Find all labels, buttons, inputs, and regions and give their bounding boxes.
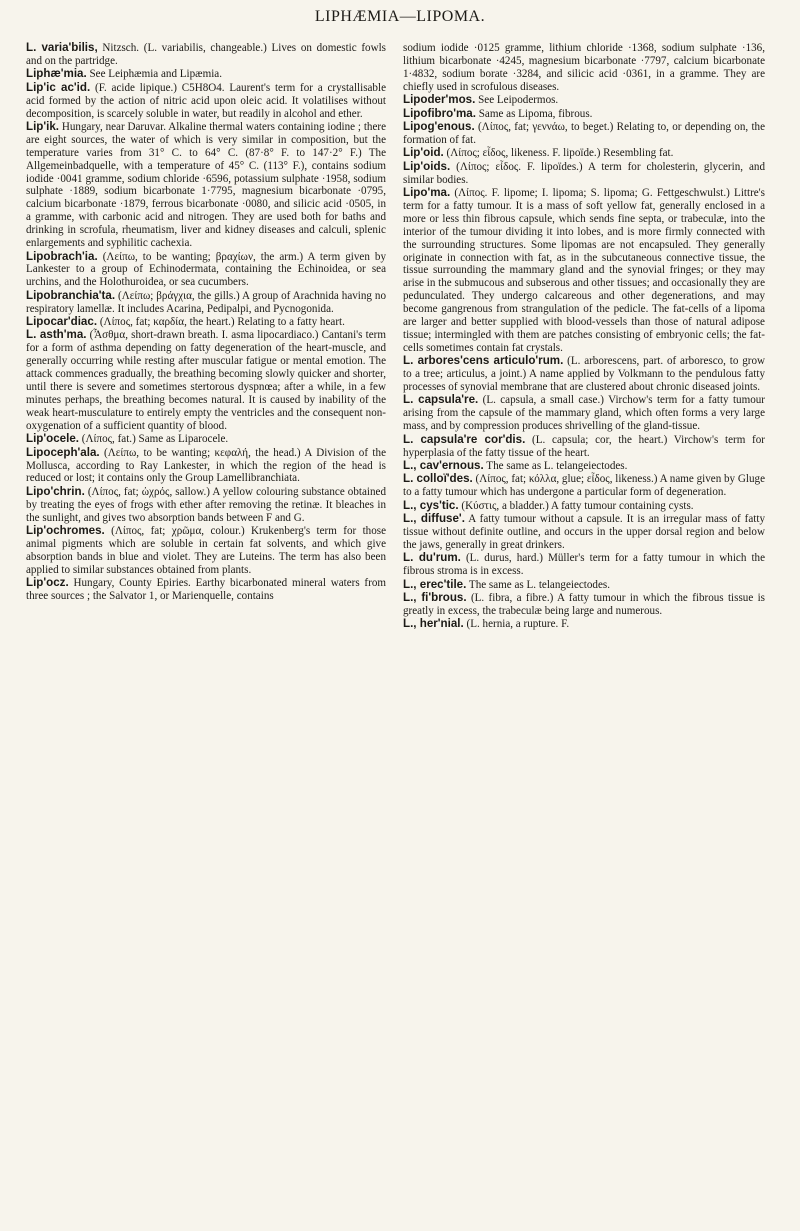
entry-text: (L. fibra, a fibre.) A fatty tumour in which the fibrous tissue is greatly in excess, the trabeculæ being large and numerous. — [403, 592, 765, 617]
dictionary-entry — [403, 394, 765, 433]
entry-text: (Λίπος; εἶδος, likeness. F. lipoïde.) Resembling fat. — [443, 147, 674, 160]
entry-headword: L. varia'bilis, — [26, 41, 98, 54]
entry-headword: Lip'oid. — [403, 146, 444, 160]
entry-text: (Λείπω; βράγχια, the gills.) A group of Arachnida having no respiratory lamellæ. It includes Acarina, Pedipalpi, and Pycnogonida. — [26, 289, 386, 315]
dictionary-entry — [403, 108, 765, 121]
dictionary-entry — [403, 187, 765, 355]
entry-text: (Λίπος, fat; καρδία, the heart.) Relating to a fatty heart. — [97, 316, 345, 329]
entry-headword: L. arbores'cens articulo'rum. — [403, 354, 564, 368]
dictionary-entry — [403, 121, 765, 147]
dictionary-entry — [403, 147, 765, 160]
dictionary-entry — [26, 577, 386, 603]
entry-text: (Λίπος, fat; χρῶμα, colour.) Krukenberg's term for those animal pigments which are soluble in certain fat solvents, and which give absorption bands in blue and violet. They are Luteins. The term has also been applied to similar substances obtained from plants. — [26, 525, 386, 576]
dictionary-entry — [403, 592, 765, 618]
entry-headword: L. du'rum. — [403, 551, 461, 565]
entry-headword: Lipoder'mos. — [403, 93, 476, 107]
entry-text: See Leipodermos. — [475, 94, 559, 107]
entry-text: A fatty tumour without a capsule. It is an irregular mass of fatty tissue without definite outline, and occurs in the upper dorsal region and below the jaws, generally in great drinkers. — [403, 513, 765, 551]
dictionary-entry — [26, 290, 386, 316]
dictionary-entry — [403, 42, 765, 94]
dictionary-entry — [403, 473, 765, 499]
entry-text: Nitzsch. (L. variabilis, changeable.) Lives on domestic fowls and on the partridge. — [26, 42, 387, 67]
entry-text: (F. acide lipique.) C5H8O4. Laurent's term for a crystallisable acid formed by the action of nitric acid upon oleic acid. It volatilises without decomposition, is scarcely soluble in water, but readily in alcohol and ether. — [26, 81, 386, 120]
entry-text: (L. durus, hard.) Müller's term for a fatty tumour in which the fibrous stroma is in excess. — [403, 552, 765, 578]
entry-headword: Lipog'enous. — [403, 119, 475, 133]
entry-headword: L., diffuse'. — [403, 512, 465, 526]
entry-text: (Λίπος, fat; γεννάω, to beget.) Relating to, or depending on, the formation of fat. — [403, 120, 765, 146]
entry-headword: L., her'nial. — [403, 617, 464, 631]
entry-text: (Λείπω, to be wanting; κεφαλή, the head.) A Division of the Mollusca, according to Ray Lankester, in which the region of the head is reduced or lost; it contains only the Group Lamellibranchiata. — [26, 446, 386, 485]
entry-headword: L. colloï'des. — [403, 472, 473, 486]
entry-text: (L. arborescens, part. of arboresco, to grow to a tree; articulus, a joint.) A name applied by Volkmann to the pendulous fatty processes of synovial membrane that are clustered about chronic diseased joints. — [403, 355, 766, 394]
dictionary-entry — [26, 525, 386, 577]
entry-headword: Lipobranchia'ta. — [26, 288, 116, 302]
entry-text: (Λίπος; εἶδος. F. lipoïdes.) A term for cholesterin, glycerin, and similar bodies. — [403, 160, 765, 186]
entry-headword: L., cys'tic. — [403, 498, 459, 512]
entry-headword: Lip'ochromes. — [26, 524, 105, 538]
dictionary-entry — [403, 618, 765, 631]
dictionary-entry — [403, 552, 765, 578]
entry-headword: L., fi'brous. — [403, 591, 467, 605]
entry-headword: L., cav'ernous. — [403, 459, 484, 472]
entry-headword: Lip'ic ac'id. — [26, 80, 91, 94]
entry-text: Hungary, near Daruvar. Alkaline thermal waters containing iodine ; there are eight sources, the water of which is very similar in composition, but the temperature varies from 31° C. to 64° C. (87·8° F. to 147·2° F.) The Allgemeinbadquelle, with a temperature of 45° C. (113° F.), contains sodium iodide ·0041 gramme, sodium chloride ·6596, potassium sulphate ·1958, sodium sulphate ·1889, sodium bicarbonate 1·7795, magnesium bicarbonate ·0795, calcium bicarbonate ·1879, ferrous bicarbonate ·0080, and silicic acid ·0505, in a gramme, with carbonic acid and nitrogen. They are used both for baths and drinking in scrofula, rheumatism, liver and kidney diseases and calculi, splenic enlargements and syphilitic cachexia. — [26, 120, 386, 250]
right-column — [403, 42, 765, 632]
entry-headword: Lip'ik. — [26, 119, 60, 133]
entry-text: (L. capsula; cor, the heart.) Virchow's term for hyperplasia of the fatty tissue of the heart. — [403, 433, 765, 459]
entry-text: The same as L. telangeiectodes. — [466, 578, 610, 591]
entry-text: The same as L. telangeiectodes. — [483, 460, 628, 472]
page-header: LIPHÆMIA—LIPOMA. — [314, 8, 486, 25]
dictionary-entry — [26, 433, 386, 446]
dictionary-entry — [26, 68, 386, 81]
entry-text: (L. hernia, a rupture. F. — [463, 618, 570, 631]
entry-text: Hungary, County Epiries. Earthy bicarbonated mineral waters from three sources ; the Salvator 1, or Marienquelle, contains — [26, 577, 386, 603]
entry-text: sodium iodide ·0125 gramme, lithium chloride ·1368, sodium sulphate ·136, lithium bicarbonate ·4245, magnesium bicarbonate ·7797, calcium bicarbonate 1·4832, sodium borate ·3284, and silicic acid ·0361, in a gramme. They are chiefly used in scrofulous diseases. — [403, 42, 765, 93]
left-column — [26, 42, 386, 603]
entry-headword: Lipo'chrin. — [26, 484, 85, 498]
entry-text: (Λίπος, fat; ὠχρός, sallow.) A yellow colouring substance obtained by treating the eyes of frogs with ether after removing the retinæ. It bleaches in the sunlight, and gives two absorption bands between F and G. — [26, 485, 386, 524]
dictionary-entry — [403, 434, 765, 460]
dictionary-entry — [403, 460, 765, 473]
entry-text: (Λίπος, fat; κόλλα, glue; εἶδος, likeness.) A name given by Gluge to a fatty tumour which has undergone a particular form of degeneration. — [403, 473, 765, 499]
entry-text: (Ἆσθμα, short-drawn breath. I. asma lipocardiaco.) Cantani's term for a form of asthma depending on fatty degeneration of the heart-muscle, and generally occurring while resting after muscular fatigue or mental emotion. The attack commences gradually, the breathing becoming slowly quicker and shorter, until there is severe and sometimes stertorous dyspnœa; after a while, in a few minutes perhaps, the breathing becomes natural. It is caused by inability of the weak heart-musculature to entirely empty the ventricles and the consequent non-oxygenation of a sufficient quantity of blood. — [26, 329, 386, 432]
entry-text: (Λείπω, to be wanting; βραχίων, the arm.) A term given by Lankester to a group of Echinodermata, containing the Echinoidea, or sea urchins, and the Holothuroidea, or sea cucumbers. — [26, 250, 386, 289]
dictionary-entry — [403, 355, 765, 394]
entry-headword: Lip'ocele. — [26, 432, 80, 446]
entry-headword: Liphæ'mia. — [26, 67, 87, 81]
entry-headword: Lipobrach'ia. — [26, 249, 98, 263]
entry-text: (Λίπος, fat.) Same as Liparocele. — [79, 433, 229, 446]
entry-text: Same as Lipoma, fibrous. — [475, 107, 593, 120]
dictionary-entry — [26, 329, 386, 432]
entry-headword: L., erec'tile. — [403, 577, 467, 591]
dictionary-entry — [403, 500, 765, 513]
dictionary-entry — [403, 94, 765, 107]
dictionary-entry — [26, 121, 386, 250]
dictionary-entry — [26, 447, 386, 486]
entry-text: (L. capsula, a small case.) Virchow's term for a fatty tumour arising from the capsule of the mammary gland, which often forms a very large mass, and by compression produces shrivelling of the gland-tissue. — [403, 394, 766, 433]
entry-headword: Lipocar'diac. — [26, 315, 98, 329]
entry-headword: Lip'ocz. — [26, 576, 69, 590]
entry-headword: Lip'oids. — [403, 159, 451, 173]
entry-headword: Lipofibro'ma. — [403, 106, 476, 120]
dictionary-entry — [26, 82, 386, 121]
entry-headword: L. asth'ma. — [26, 328, 87, 342]
entry-headword: Lipo'ma. — [403, 185, 451, 199]
dictionary-entry — [403, 579, 765, 592]
entry-headword: L. capsula're. — [403, 393, 479, 407]
dictionary-entry — [26, 486, 386, 525]
dictionary-entry — [403, 513, 765, 552]
entry-headword: Lipoceph'ala. — [26, 445, 100, 459]
entry-headword: L. capsula're cor'dis. — [403, 432, 526, 446]
entry-text: See Leiphæmia and Lipæmia. — [86, 68, 222, 81]
entry-text: (Κύστις, a bladder.) A fatty tumour containing cysts. — [458, 499, 694, 512]
dictionary-entry — [26, 316, 386, 329]
dictionary-entry — [26, 42, 386, 68]
dictionary-entry — [403, 161, 765, 187]
entry-text: (Λίπος. F. lipome; I. lipoma; S. lipoma; G. Fettgeschwulst.) Littre's term for a fatty tumour. It is a mass of soft yellow fat, generally enclosed in a more or less thin fibrous capsule, which sends fine septa, or trabeculæ, into the interior of the tumour dividing it into lobes, and is more firmly connected with the surrounding structures. Some lipomas are not encapsuled. They generally originate in connection with fat, as in the subcutaneous connective tissue, the tissue surrounding the mammary gland and the synovial fringes; or they may arise in the submucous and subserous and other tissues; and occasionally they are pedunculated. They undergo calcareous and other degenerations, and may become gangrenous from strangulation of the pedicle. The fat-cells of a lipoma are larger and better supplied with blood-vessels than those of natural adipose tissue; intermingled with them are patches consisting of embryonic cells; the fat-cells sometimes contain fat crystals. — [403, 186, 765, 354]
dictionary-entry — [26, 251, 386, 290]
